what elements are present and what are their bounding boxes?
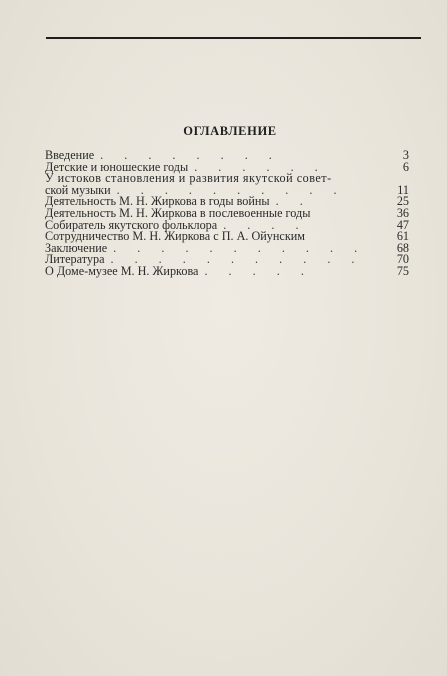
toc-entry-label: Детские и юношеские годы [45, 159, 189, 174]
toc-page-number: 3 [402, 148, 409, 162]
toc-leader-dots: . . . . . . . . . . [116, 184, 346, 197]
toc-leader-dots: . . . . . . . . . . . [113, 242, 367, 255]
top-rule [46, 37, 421, 39]
toc-entry-label: О Доме-музее М. Н. Жиркова [45, 263, 199, 278]
toc-entry [45, 173, 409, 196]
toc-page-number: 61 [396, 229, 409, 244]
table-of-contents [45, 150, 409, 278]
toc-title: ОГЛАВЛЕНИЕ [183, 124, 277, 138]
toc-leader-dots: . . [275, 196, 312, 208]
toc-leader-dots: . . . . . . . . [100, 150, 281, 162]
toc-entry-label: Введение [45, 148, 95, 162]
toc-entry-label: Заключение [45, 240, 108, 255]
toc-page-number: 70 [396, 252, 409, 267]
toc-leader-dots: . . . . [223, 219, 308, 232]
toc-leader-dots: . . . . . . . . . . . [110, 254, 364, 266]
toc-page-number: 25 [396, 194, 409, 209]
toc-entry [45, 263, 409, 278]
toc-entry-label: Деятельность М. Н. Жиркова в послевоенные годы [45, 205, 311, 220]
toc-page-number: 75 [396, 263, 409, 278]
toc-entry-label: ской музыки [45, 182, 111, 197]
toc-entry-label: Собиратель якутского фольклора [45, 217, 218, 232]
toc-page-number: 11 [397, 182, 409, 197]
toc-page-number: 6 [402, 159, 409, 174]
toc-leader-dots: . . . . . [204, 265, 313, 278]
toc-entry-label: Литература [45, 252, 105, 267]
toc-page-number: 47 [396, 217, 409, 232]
toc-entry-label: Сотрудничество М. Н. Жиркова с П. А. Ойунским [45, 229, 305, 244]
toc-entry-label: Деятельность М. Н. Жиркова в годы войны [45, 194, 270, 209]
toc-entry-label-line1: У истоков становления и развития якутской совет- [45, 171, 332, 186]
toc-leader-dots: . . . . . . [194, 161, 327, 174]
toc-page-number: 68 [396, 240, 409, 255]
toc-page-number: 36 [396, 205, 409, 220]
